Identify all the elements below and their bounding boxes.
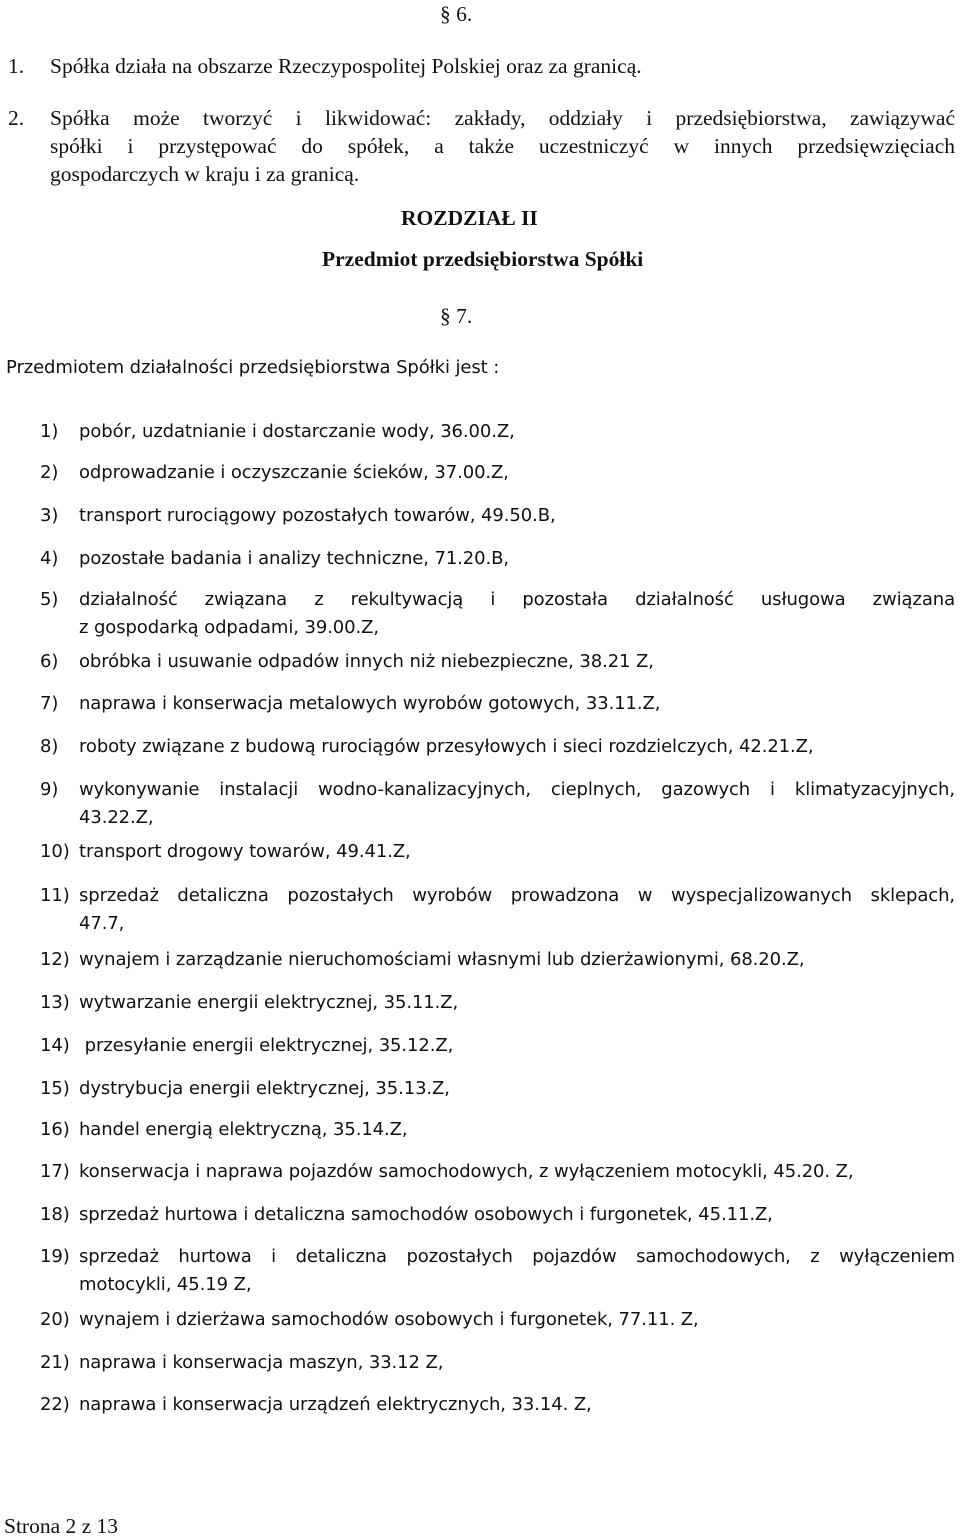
paragraph-1-number: 1. — [8, 54, 25, 78]
list-item-number: 16) — [40, 1119, 70, 1140]
list-item-text: dystrybucja energii elektrycznej, 35.13.Z, — [79, 1078, 450, 1099]
list-item-number: 21) — [40, 1352, 70, 1373]
list-item-text: pozostałe badania i analizy techniczne, 71.20.B, — [79, 548, 510, 569]
list-item-text: sprzedaż hurtowa i detaliczna samochodów osobowych i furgonetek, 45.11.Z, — [79, 1204, 773, 1225]
paragraph-2-number: 2. — [8, 106, 25, 130]
list-item-text: sprzedaż hurtowa i detaliczna pozostałych pojazdów samochodowych, z wyłączeniem — [79, 1246, 955, 1267]
list-item-text: 43.22.Z, — [79, 807, 154, 828]
list-item-text: odprowadzanie i oczyszczanie ścieków, 37.00.Z, — [79, 462, 509, 483]
list-item-text: roboty związane z budową rurociągów przesyłowych i sieci rozdzielczych, 42.21.Z, — [79, 736, 814, 757]
paragraph-2-line: gospodarczych w kraju i za granicą. — [50, 162, 360, 186]
list-item-number: 10) — [40, 841, 70, 862]
list-item-number: 20) — [40, 1309, 70, 1330]
list-item-number: 22) — [40, 1394, 70, 1415]
list-item-text: wynajem i dzierżawa samochodów osobowych i furgonetek, 77.11. Z, — [79, 1309, 699, 1330]
list-item-text: wykonywanie instalacji wodno-kanalizacyjnych, cieplnych, gazowych i klimatyzacyjnych, — [79, 779, 955, 800]
list-item-text: motocykli, 45.19 Z, — [79, 1274, 252, 1295]
chapter-subtitle: Przedmiot przedsiębiorstwa Spółki — [322, 247, 644, 271]
list-item-number: 5) — [40, 589, 59, 610]
list-item-number: 11) — [40, 885, 70, 906]
paragraph-2 — [8, 104, 955, 186]
list-item-number: 7) — [40, 693, 59, 714]
list-item-number: 17) — [40, 1161, 70, 1182]
list-item-text: handel energią elektryczną, 35.14.Z, — [79, 1119, 408, 1140]
list-item-text: z gospodarką odpadami, 39.00.Z, — [79, 617, 379, 638]
section-7-intro: Przedmiotem działalności przedsiębiorstwa Spółki jest : — [6, 357, 500, 378]
chapter-title: ROZDZIAŁ II — [401, 206, 538, 230]
list-item-text: transport drogowy towarów, 49.41.Z, — [79, 841, 411, 862]
list-item-text: działalność związana z rekultywacją i pozostała działalność usługowa związana — [79, 589, 955, 610]
list-item-text: naprawa i konserwacja maszyn, 33.12 Z, — [79, 1352, 444, 1373]
list-item-text: naprawa i konserwacja metalowych wyrobów gotowych, 33.11.Z, — [79, 693, 661, 714]
list-item-number: 9) — [40, 779, 59, 800]
list-item-number: 13) — [40, 992, 70, 1013]
list-item-text: przesyłanie energii elektrycznej, 35.12.Z, — [79, 1035, 454, 1056]
paragraph-2-line: spółki i przystępować do spółek, a także uczestniczyć w innych przedsięwzięciach — [50, 134, 955, 158]
paragraph-1-text: Spółka działa na obszarze Rzeczypospolitej Polskiej oraz za granicą. — [50, 54, 642, 78]
page-number: Strona 2 z 13 — [4, 1514, 119, 1538]
list-item-text: sprzedaż detaliczna pozostałych wyrobów prowadzona w wyspecjalizowanych sklepach, — [79, 885, 955, 906]
list-item-number: 4) — [40, 548, 59, 569]
section-6-mark: § 6. — [440, 2, 473, 26]
list-item-text: naprawa i konserwacja urządzeń elektrycznych, 33.14. Z, — [79, 1394, 592, 1415]
list-item-text: wynajem i zarządzanie nieruchomościami własnymi lub dzierżawionymi, 68.20.Z, — [79, 949, 805, 970]
list-item-number: 1) — [40, 421, 59, 442]
list-item-text: obróbka i usuwanie odpadów innych niż niebezpieczne, 38.21 Z, — [79, 651, 654, 672]
list-item-text: pobór, uzdatnianie i dostarczanie wody, 36.00.Z, — [79, 421, 515, 442]
list-item-text: transport rurociągowy pozostałych towarów, 49.50.B, — [79, 505, 556, 526]
list-item-text: 47.7, — [79, 913, 125, 934]
list-item-number: 3) — [40, 505, 59, 526]
paragraph-2-line: Spółka może tworzyć i likwidować: zakłady, oddziały i przedsiębiorstwa, zawiązywać — [50, 106, 955, 130]
list-item-number: 14) — [40, 1035, 70, 1056]
list-item-number: 8) — [40, 736, 59, 757]
list-item-text: konserwacja i naprawa pojazdów samochodowych, z wyłączeniem motocykli, 45.20. Z, — [79, 1161, 854, 1182]
list-item-number: 19) — [40, 1246, 70, 1267]
list-item-number: 12) — [40, 949, 70, 970]
list-item-text: wytwarzanie energii elektrycznej, 35.11.Z, — [79, 992, 459, 1013]
section-7-mark: § 7. — [440, 304, 473, 328]
paragraph-1 — [8, 52, 948, 80]
list-item-number: 15) — [40, 1078, 70, 1099]
list-item-number: 2) — [40, 462, 59, 483]
list-item-number: 6) — [40, 651, 59, 672]
list-item-number: 18) — [40, 1204, 70, 1225]
